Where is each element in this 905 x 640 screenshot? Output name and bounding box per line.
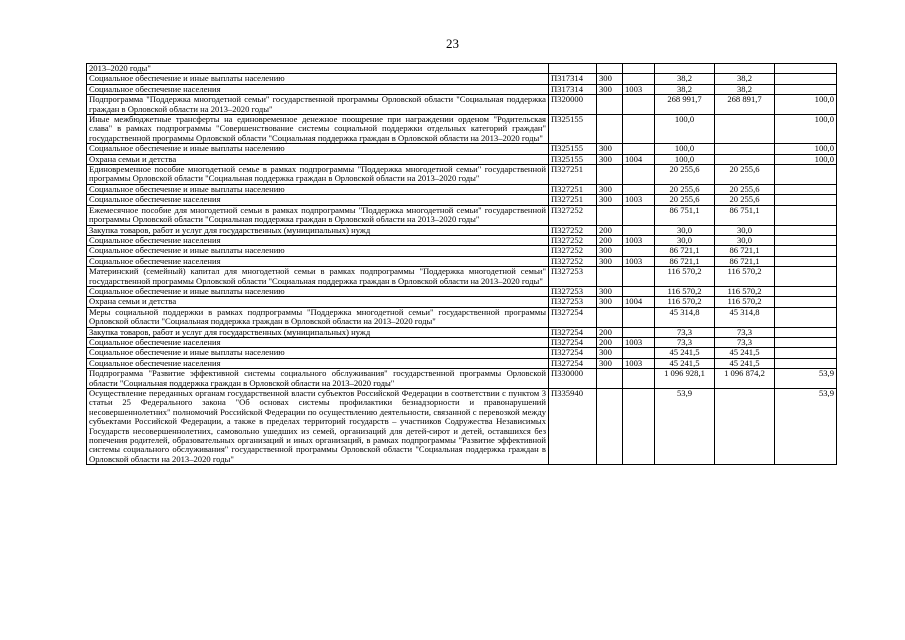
expense-type-cell	[597, 115, 623, 144]
table-row	[87, 327, 837, 337]
expense-type-cell: 200	[597, 327, 623, 337]
section-code-cell: 1003	[623, 358, 655, 368]
table-row	[87, 225, 837, 235]
row-name-cell: Охрана семьи и детства	[87, 154, 549, 164]
expense-type-cell: 300	[597, 358, 623, 368]
executed-amount-cell: 45 241,5	[715, 358, 775, 368]
deviation-amount-cell: 100,0	[775, 115, 837, 144]
table-row	[87, 307, 837, 327]
section-code-cell	[623, 327, 655, 337]
expense-type-cell: 200	[597, 225, 623, 235]
target-code-cell	[549, 64, 597, 74]
executed-amount-cell	[715, 115, 775, 144]
approved-amount-cell: 45 241,5	[655, 348, 715, 358]
executed-amount-cell	[715, 154, 775, 164]
executed-amount-cell: 20 255,6	[715, 165, 775, 185]
table-row	[87, 205, 837, 225]
deviation-amount-cell: 100,0	[775, 154, 837, 164]
executed-amount-cell	[715, 144, 775, 154]
expense-type-cell	[597, 307, 623, 327]
executed-amount-cell: 30,0	[715, 225, 775, 235]
row-name-cell: Социальное обеспечение и иные выплаты населению	[87, 348, 549, 358]
target-code-cell: П325155	[549, 154, 597, 164]
row-name-cell: Социальное обеспечение и иные выплаты населению	[87, 184, 549, 194]
row-name-cell: Социальное обеспечение и иные выплаты населению	[87, 286, 549, 296]
deviation-amount-cell	[775, 348, 837, 358]
target-code-cell: П327251	[549, 165, 597, 185]
approved-amount-cell: 100,0	[655, 154, 715, 164]
target-code-cell: П327254	[549, 307, 597, 327]
row-name-cell: Ежемесячное пособие для многодетной семьи в рамках подпрограммы "Поддержка многодетной семьи" государственной программы Орловской области "Социальная поддержка граждан в Орловской области на 2013–2020 годы"	[87, 205, 549, 225]
row-name-cell: Закупка товаров, работ и услуг для государственных (муниципальных) нужд	[87, 327, 549, 337]
deviation-amount-cell: 53,9	[775, 389, 837, 465]
table-row	[87, 246, 837, 256]
approved-amount-cell: 38,2	[655, 74, 715, 84]
row-name-cell: Социальное обеспечение и иные выплаты населению	[87, 246, 549, 256]
deviation-amount-cell	[775, 297, 837, 307]
section-code-cell	[623, 246, 655, 256]
expense-type-cell	[597, 165, 623, 185]
row-name-cell: Меры социальной поддержки в рамках подпрограммы "Поддержка многодетной семьи" государственной программы Орловской области "Социальная поддержка граждан в Орловской области на 2013–2020 годы"	[87, 307, 549, 327]
table-row	[87, 84, 837, 94]
deviation-amount-cell	[775, 205, 837, 225]
executed-amount-cell: 116 570,2	[715, 286, 775, 296]
approved-amount-cell: 116 570,2	[655, 297, 715, 307]
deviation-amount-cell	[775, 256, 837, 266]
target-code-cell: П327254	[549, 358, 597, 368]
section-code-cell	[623, 286, 655, 296]
approved-amount-cell: 20 255,6	[655, 195, 715, 205]
section-code-cell	[623, 307, 655, 327]
target-code-cell: П330000	[549, 369, 597, 389]
deviation-amount-cell	[775, 267, 837, 287]
table-row	[87, 74, 837, 84]
row-name-cell: Социальное обеспечение и иные выплаты населению	[87, 74, 549, 84]
target-code-cell: П327253	[549, 286, 597, 296]
row-name-cell: Охрана семьи и детства	[87, 297, 549, 307]
section-code-cell: 1003	[623, 337, 655, 347]
table-row	[87, 184, 837, 194]
expense-type-cell: 300	[597, 286, 623, 296]
expense-type-cell	[597, 64, 623, 74]
table-row	[87, 256, 837, 266]
target-code-cell: П327254	[549, 327, 597, 337]
executed-amount-cell	[715, 389, 775, 465]
expense-type-cell: 300	[597, 74, 623, 84]
expense-type-cell: 300	[597, 84, 623, 94]
deviation-amount-cell	[775, 358, 837, 368]
table-row	[87, 297, 837, 307]
table-row	[87, 337, 837, 347]
expense-type-cell: 300	[597, 184, 623, 194]
expense-type-cell: 300	[597, 195, 623, 205]
approved-amount-cell: 86 721,1	[655, 256, 715, 266]
table-row	[87, 154, 837, 164]
table-row	[87, 115, 837, 144]
approved-amount-cell: 1 096 928,1	[655, 369, 715, 389]
section-code-cell	[623, 165, 655, 185]
section-code-cell: 1003	[623, 195, 655, 205]
deviation-amount-cell: 53,9	[775, 369, 837, 389]
executed-amount-cell: 86 721,1	[715, 246, 775, 256]
expense-type-cell	[597, 205, 623, 225]
approved-amount-cell: 20 255,6	[655, 165, 715, 185]
target-code-cell: П325155	[549, 144, 597, 154]
target-code-cell: П327253	[549, 297, 597, 307]
section-code-cell	[623, 348, 655, 358]
section-code-cell	[623, 225, 655, 235]
table-row	[87, 358, 837, 368]
deviation-amount-cell	[775, 64, 837, 74]
deviation-amount-cell	[775, 337, 837, 347]
section-code-cell	[623, 184, 655, 194]
section-code-cell	[623, 74, 655, 84]
table-row	[87, 144, 837, 154]
target-code-cell: П325155	[549, 115, 597, 144]
table-row	[87, 286, 837, 296]
target-code-cell: П327252	[549, 235, 597, 245]
row-name-cell: Социальное обеспечение населения	[87, 84, 549, 94]
deviation-amount-cell	[775, 225, 837, 235]
approved-amount-cell: 86 721,1	[655, 246, 715, 256]
target-code-cell: П327254	[549, 348, 597, 358]
approved-amount-cell: 45 241,5	[655, 358, 715, 368]
deviation-amount-cell	[775, 195, 837, 205]
expense-type-cell	[597, 389, 623, 465]
approved-amount-cell: 30,0	[655, 225, 715, 235]
row-name-cell: Социальное обеспечение населения	[87, 235, 549, 245]
table-row	[87, 165, 837, 185]
table-row	[87, 267, 837, 287]
table-row	[87, 389, 837, 465]
row-name-cell: Социальное обеспечение населения	[87, 256, 549, 266]
deviation-amount-cell: 100,0	[775, 144, 837, 154]
row-name-cell: Социальное обеспечение и иные выплаты населению	[87, 144, 549, 154]
approved-amount-cell: 45 314,8	[655, 307, 715, 327]
row-name-cell: Подпрограмма "Поддержка многодетной семьи" государственной программы Орловской области "Социальная поддержка граждан в Орловской области на 2013–2020 годы"	[87, 95, 549, 115]
executed-amount-cell: 86 751,1	[715, 205, 775, 225]
table-row	[87, 369, 837, 389]
expense-type-cell: 200	[597, 337, 623, 347]
target-code-cell: П327252	[549, 246, 597, 256]
executed-amount-cell: 86 721,1	[715, 256, 775, 266]
executed-amount-cell: 38,2	[715, 84, 775, 94]
row-name-cell: Подпрограмма "Развитие эффективной системы социального обслуживания" государственной программы Орловской области "Социальная поддержка граждан в Орловской области на 2013–2020 годы"	[87, 369, 549, 389]
target-code-cell: П327254	[549, 337, 597, 347]
target-code-cell: П327252	[549, 256, 597, 266]
expense-type-cell	[597, 95, 623, 115]
target-code-cell: П335940	[549, 389, 597, 465]
executed-amount-cell: 268 891,7	[715, 95, 775, 115]
section-code-cell: 1004	[623, 154, 655, 164]
section-code-cell: 1003	[623, 256, 655, 266]
executed-amount-cell: 116 570,2	[715, 297, 775, 307]
executed-amount-cell: 73,3	[715, 337, 775, 347]
expense-type-cell: 300	[597, 297, 623, 307]
deviation-amount-cell	[775, 74, 837, 84]
executed-amount-cell: 30,0	[715, 235, 775, 245]
row-name-cell: Социальное обеспечение населения	[87, 195, 549, 205]
section-code-cell: 1003	[623, 84, 655, 94]
approved-amount-cell: 268 991,7	[655, 95, 715, 115]
expense-type-cell: 300	[597, 246, 623, 256]
section-code-cell	[623, 95, 655, 115]
deviation-amount-cell	[775, 184, 837, 194]
expense-type-cell: 200	[597, 235, 623, 245]
executed-amount-cell: 73,3	[715, 327, 775, 337]
row-name-cell: 2013–2020 годы"	[87, 64, 549, 74]
approved-amount-cell: 100,0	[655, 115, 715, 144]
row-name-cell: Иные межбюджетные трансферты на единовременное денежное поощрение при награждении орденом "Родительская слава" в рамках подпрограммы "Совершенствование системы социальной поддержки отдельных категорий граждан" государственной программы Орловской области "Социальная поддержка граждан в Орловской области на 2013–2020 годы"	[87, 115, 549, 144]
expense-type-cell: 300	[597, 348, 623, 358]
section-code-cell	[623, 205, 655, 225]
approved-amount-cell: 53,9	[655, 389, 715, 465]
approved-amount-cell: 73,3	[655, 337, 715, 347]
deviation-amount-cell: 100,0	[775, 95, 837, 115]
executed-amount-cell: 45 314,8	[715, 307, 775, 327]
approved-amount-cell: 116 570,2	[655, 286, 715, 296]
section-code-cell	[623, 369, 655, 389]
page-number: 23	[446, 36, 459, 51]
target-code-cell: П317314	[549, 74, 597, 84]
deviation-amount-cell	[775, 165, 837, 185]
row-name-cell: Социальное обеспечение населения	[87, 358, 549, 368]
approved-amount-cell: 20 255,6	[655, 184, 715, 194]
approved-amount-cell: 116 570,2	[655, 267, 715, 287]
target-code-cell: П327253	[549, 267, 597, 287]
executed-amount-cell	[715, 64, 775, 74]
approved-amount-cell: 73,3	[655, 327, 715, 337]
section-code-cell	[623, 64, 655, 74]
approved-amount-cell: 30,0	[655, 235, 715, 245]
deviation-amount-cell	[775, 235, 837, 245]
deviation-amount-cell	[775, 307, 837, 327]
section-code-cell	[623, 267, 655, 287]
approved-amount-cell: 86 751,1	[655, 205, 715, 225]
executed-amount-cell: 20 255,6	[715, 195, 775, 205]
section-code-cell	[623, 115, 655, 144]
section-code-cell: 1004	[623, 297, 655, 307]
executed-amount-cell: 38,2	[715, 74, 775, 84]
target-code-cell: П320000	[549, 95, 597, 115]
expense-type-cell	[597, 267, 623, 287]
section-code-cell: 1003	[623, 235, 655, 245]
executed-amount-cell: 20 255,6	[715, 184, 775, 194]
row-name-cell: Единовременное пособие многодетной семье в рамках подпрограммы "Поддержка многодетной семьи" государственной программы Орловской области "Социальная поддержка граждан в Орловской области на 2013–2020 годы"	[87, 165, 549, 185]
table-row	[87, 195, 837, 205]
section-code-cell	[623, 389, 655, 465]
row-name-cell: Социальное обеспечение населения	[87, 337, 549, 347]
expense-type-cell: 300	[597, 154, 623, 164]
approved-amount-cell: 38,2	[655, 84, 715, 94]
expense-type-cell	[597, 369, 623, 389]
table-row	[87, 95, 837, 115]
approved-amount-cell: 100,0	[655, 144, 715, 154]
target-code-cell: П327251	[549, 184, 597, 194]
executed-amount-cell: 1 096 874,2	[715, 369, 775, 389]
deviation-amount-cell	[775, 84, 837, 94]
target-code-cell: П327252	[549, 205, 597, 225]
budget-table	[86, 63, 837, 465]
executed-amount-cell: 116 570,2	[715, 267, 775, 287]
table-row	[87, 64, 837, 74]
table-row	[87, 348, 837, 358]
table-row	[87, 235, 837, 245]
deviation-amount-cell	[775, 286, 837, 296]
approved-amount-cell	[655, 64, 715, 74]
section-code-cell	[623, 144, 655, 154]
target-code-cell: П327251	[549, 195, 597, 205]
target-code-cell: П327252	[549, 225, 597, 235]
deviation-amount-cell	[775, 246, 837, 256]
target-code-cell: П317314	[549, 84, 597, 94]
row-name-cell: Материнский (семейный) капитал для многодетной семьи в рамках подпрограммы "Поддержка многодетной семьи" государственной программы Орловской области "Социальная поддержка граждан в Орловской области на 2013–2020 годы"	[87, 267, 549, 287]
row-name-cell: Осуществление переданных органам государственной власти субъектов Российской Федерации в соответствии с пунктом 3 статьи 25 Федерального закона "Об основах системы профилактики безнадзорности и правонарушений несовершеннолетних" полномочий Российской Федерации по осуществлению деятельности, связанной с перевозкой между субъектами Российской Федерации, а также в пределах территорий государств – участников Содружества Независимых Государств несовершеннолетних, самовольно ушедших из семей, организаций для детей-сирот и детей, оставшихся без попечения родителей, образовательных организаций и иных организаций, в рамках подпрограммы "Развитие эффективной системы социального обслуживания" государственной программы Орловской области "Социальная поддержка граждан в Орловской области на 2013–2020 годы"	[87, 389, 549, 465]
expense-type-cell: 300	[597, 256, 623, 266]
executed-amount-cell: 45 241,5	[715, 348, 775, 358]
expense-type-cell: 300	[597, 144, 623, 154]
deviation-amount-cell	[775, 327, 837, 337]
row-name-cell: Закупка товаров, работ и услуг для государственных (муниципальных) нужд	[87, 225, 549, 235]
